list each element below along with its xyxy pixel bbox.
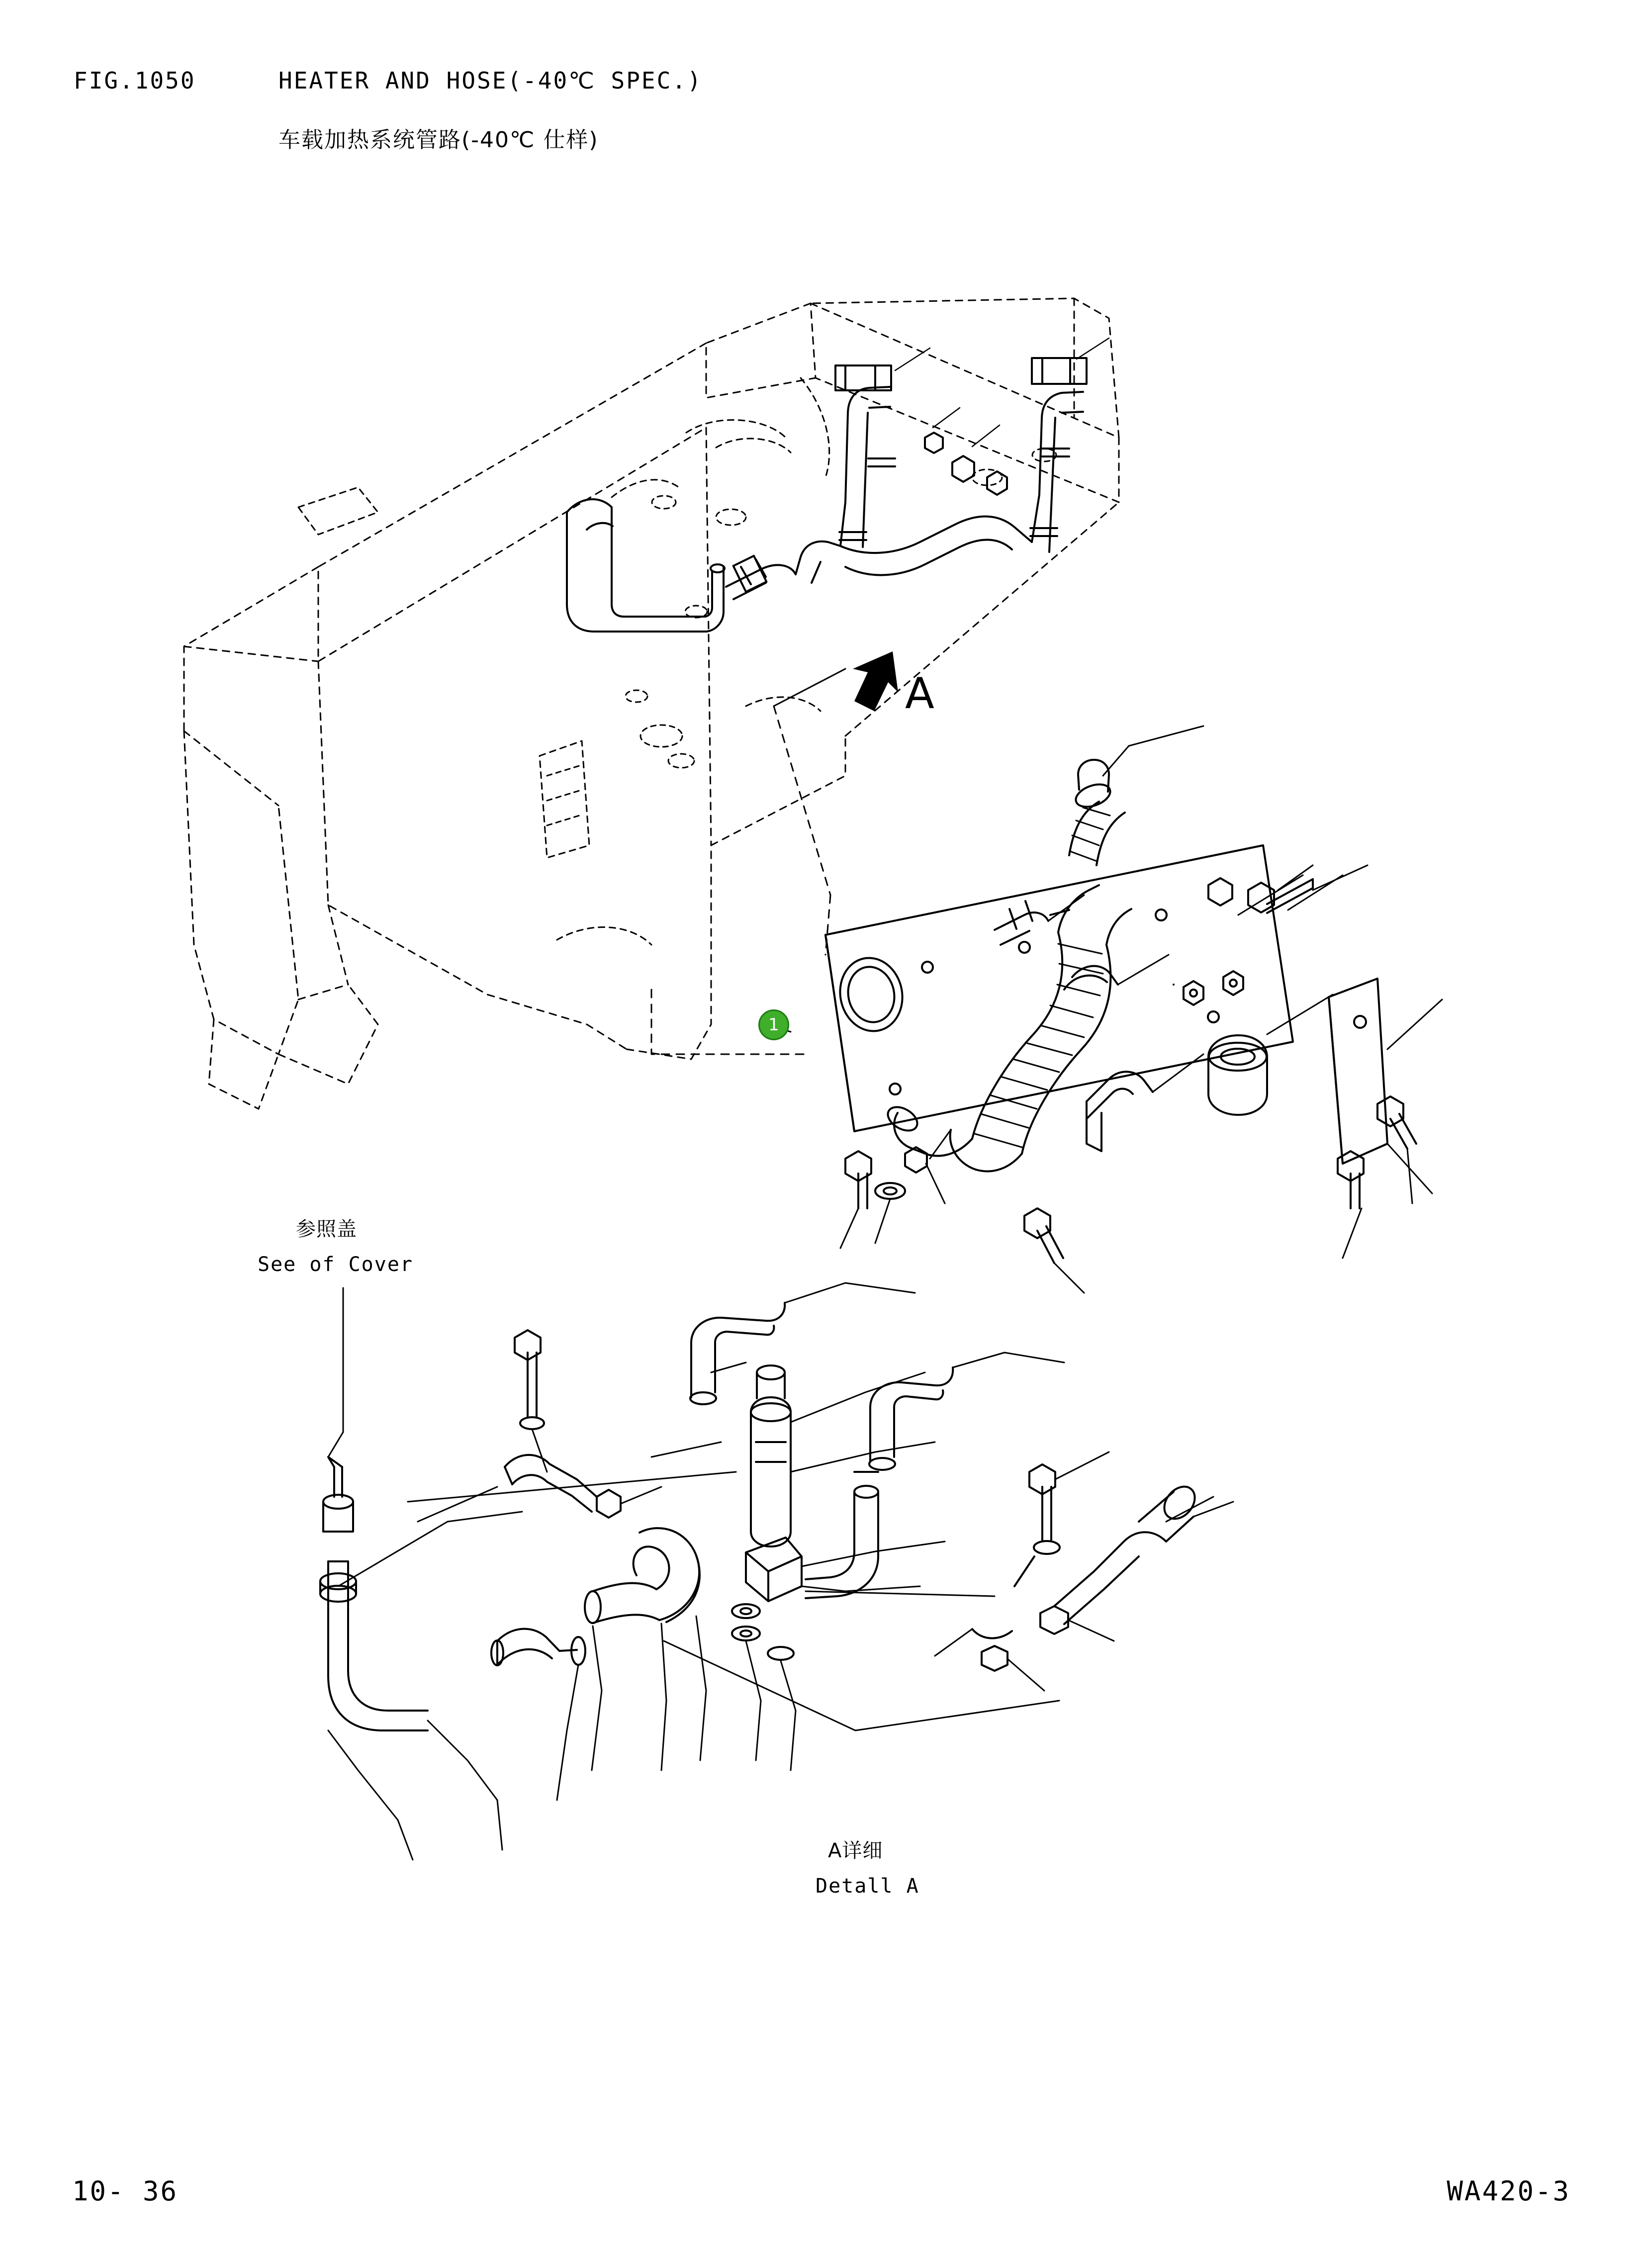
middle-fasteners (845, 878, 1416, 1263)
detail-caption-english: Detall A (816, 1875, 919, 1898)
detail-a-leader-lines (328, 1283, 1233, 1860)
page-number: 10- 36 (72, 2176, 179, 2207)
figure-number: FIG.1050 (74, 67, 196, 94)
detail-a-guide-rails (408, 1472, 1059, 1730)
cover-note-leader (328, 1288, 343, 1457)
upper-hose-routing (567, 338, 1109, 632)
part-balloon-1[interactable]: 1 (758, 1009, 789, 1040)
middle-leader-lines (840, 726, 1442, 1293)
view-arrow-a (853, 651, 898, 711)
heater-panel-assembly (651, 706, 1387, 1171)
detail-a-assembly (320, 1303, 1201, 1730)
detail-caption-chinese: A详细 (828, 1839, 883, 1862)
figure-title-chinese: 车载加热系统管路(-40℃ 仕样) (278, 127, 599, 153)
cover-note-chinese: 参照盖 (296, 1218, 357, 1241)
view-arrow-label-a: A (905, 669, 935, 719)
view-arrow-leader (774, 669, 845, 706)
figure-title-english: HEATER AND HOSE(-40℃ SPEC.) (278, 67, 703, 94)
machine-model: WA420-3 (1447, 2176, 1570, 2207)
frame-body-outline (184, 298, 1119, 1109)
cover-note-english: See of Cover (258, 1253, 413, 1276)
